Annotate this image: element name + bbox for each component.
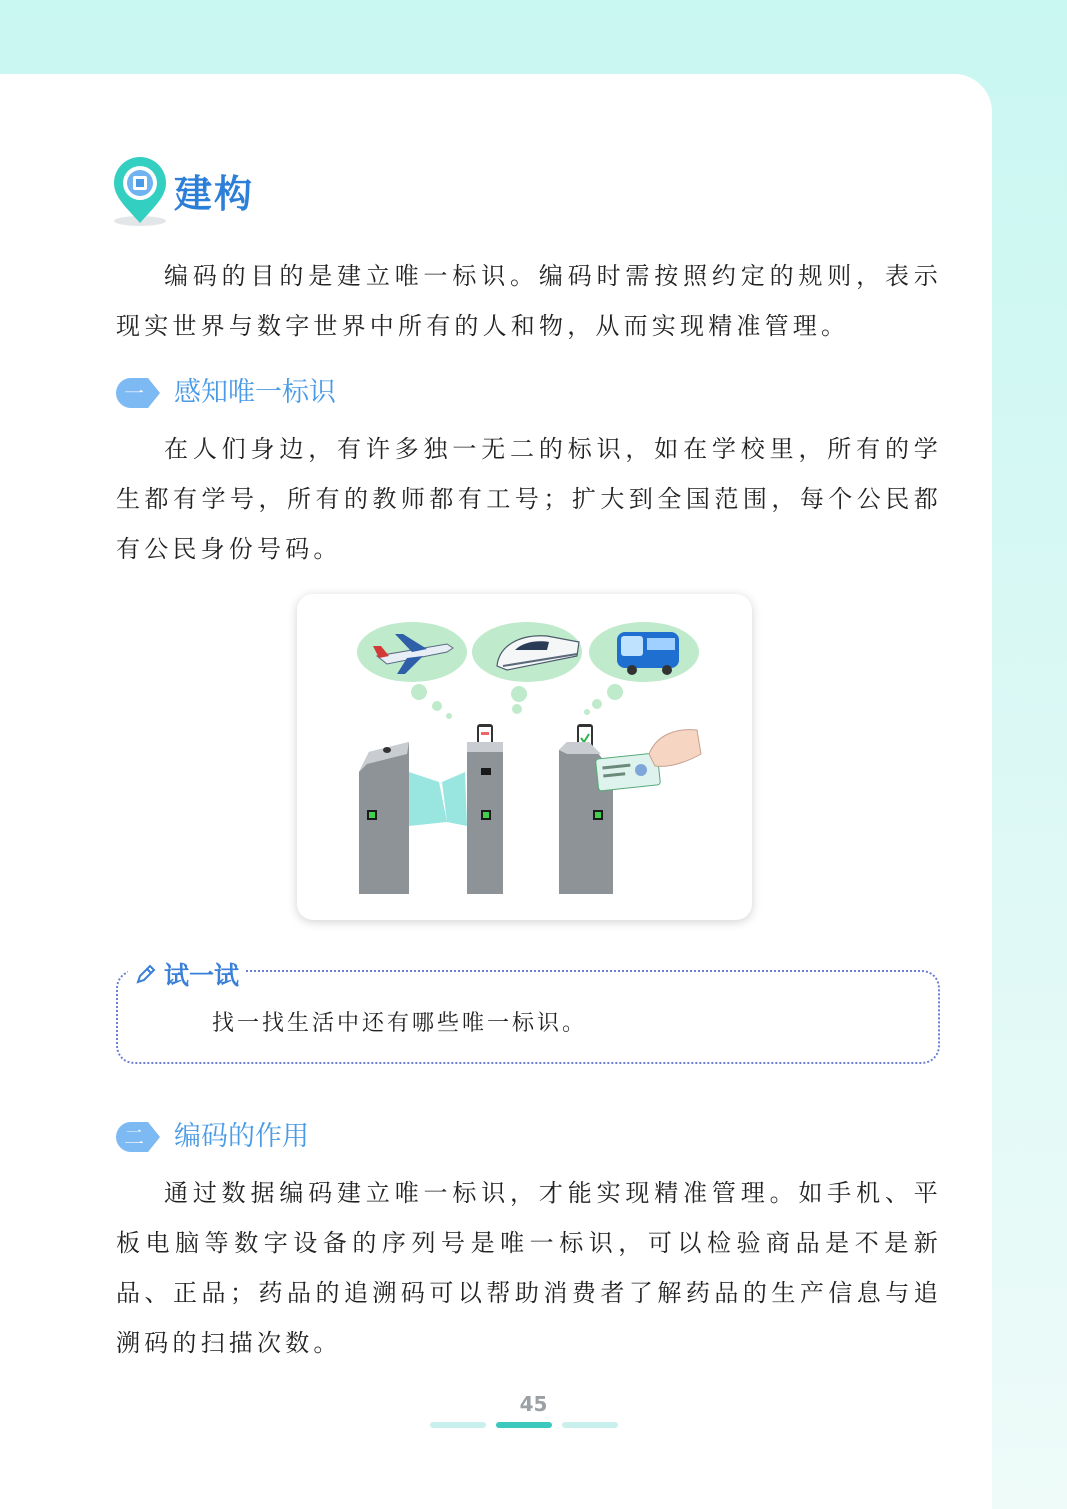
section-2-text: 通过数据编码建立唯一标识，才能实现精准管理。如手机、平板电脑等数字设备的序列号是唯一标识，可以检验商品是不是新品、正品；药品的追溯码可以帮助消费者了解药品的生产信息与追溯码的扫描次数。 bbox=[116, 1179, 942, 1357]
section-badge-icon bbox=[112, 374, 164, 412]
page-indicator-right bbox=[562, 1422, 618, 1428]
pencil-icon bbox=[134, 962, 158, 986]
intro-paragraph bbox=[116, 251, 942, 351]
section-badge-icon bbox=[112, 1118, 164, 1156]
section-2-number: 二 bbox=[124, 1125, 144, 1149]
location-pin-icon bbox=[110, 155, 170, 230]
cloud-middle bbox=[472, 622, 582, 714]
gate-flap-left bbox=[409, 772, 447, 826]
page-indicator-left bbox=[430, 1422, 486, 1428]
page-indicator-current bbox=[496, 1422, 552, 1428]
page-title: 建构 bbox=[174, 172, 255, 216]
page-header bbox=[110, 155, 510, 235]
page-number: 45 bbox=[519, 1392, 548, 1416]
cloud-left bbox=[357, 622, 467, 719]
section-2-heading bbox=[112, 1118, 512, 1158]
section-2-title: 编码的作用 bbox=[174, 1121, 309, 1152]
section-1-number: 一 bbox=[124, 381, 144, 405]
section-1-title: 感知唯一标识 bbox=[174, 377, 336, 408]
section-1-paragraph bbox=[116, 424, 942, 574]
illustration-card bbox=[297, 594, 752, 920]
try-it-heading bbox=[128, 956, 245, 992]
turnstile-gate-left bbox=[359, 742, 409, 894]
try-it-title: 试一试 bbox=[164, 961, 240, 990]
turnstile-gate-middle bbox=[467, 742, 503, 894]
section-1-heading bbox=[112, 374, 512, 414]
intro-text: 编码的目的是建立唯一标识。编码时需按照约定的规则，表示现实世界与数字世界中所有的人和物，从而实现精准管理。 bbox=[116, 262, 942, 340]
hand-icon bbox=[649, 730, 701, 767]
try-it-box bbox=[116, 961, 940, 1064]
try-it-text: 找一找生活中还有哪些唯一标识。 bbox=[212, 1011, 588, 1036]
turnstile-illustration bbox=[297, 594, 752, 920]
section-1-text: 在人们身边，有许多独一无二的标识，如在学校里，所有的学生都有学号，所有的教师都有工号；扩大到全国范围，每个公民都有公民身份号码。 bbox=[116, 435, 942, 563]
section-2-paragraph bbox=[116, 1168, 942, 1368]
